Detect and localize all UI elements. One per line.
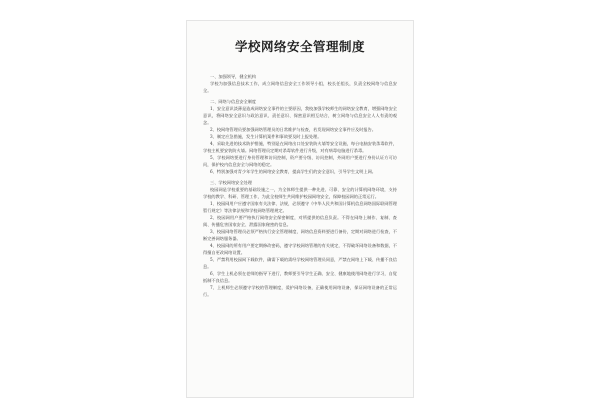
paragraph: 4、校园网的所有用户要定期修改密码，遵守学校网络管理的有关规定，不得破坏网络设备和数据，不得擅自更改网络设置。: [203, 243, 397, 255]
paragraph: 2、校园网用户要严格执行网络安全保密制度，对所提供的信息负责。不得在网络上制作、复制、查阅、传播危害国家安全、泄露国家秘密的信息。: [203, 215, 397, 227]
paragraph: 6、学生上机必须在老师的指导下进行，教师要引导学生正确、安全、健康地使用网络进行学习，自觉抵制不良信息。: [203, 271, 397, 283]
paragraph: 7、上机师生必须遵守学校的管理制度，爱护网络设备，正确使用网络设备，保证网络设备的正常运行。: [203, 285, 397, 297]
paragraph: 5、学校网络要进行身份管理和访问控制，资产要分级、访问控制，外网用户要进行身份认证方可访问，保护校内信息安全与网络的稳定。: [203, 155, 397, 167]
paragraph: 3、制定应急措施，发生计算机案件和事故要及时上报处理。: [210, 134, 322, 139]
paragraph: 学校为加强信息技术工作，成立网络信息安全工作领导小组，校长任组长，负责全校网络与信息安全。: [203, 81, 397, 93]
document-body: [203, 73, 397, 298]
section-heading: 二、网络与信息安全制度: [210, 99, 257, 104]
paragraph: 校园网是学校重要的基础设施之一，为全体师生提供一种先进、可靠、安全的计算机网络环境，支持学校的教学、科研、管理工作，为此全校师生共同维护校园网络安全，保障校园网的正常运行。: [203, 187, 397, 199]
paragraph: 4、采取先进的技术防护措施，特别是在网络出口处安装防火墙等安全设施，每台电脑安装杀毒软件，学校主机要安装防火墙。网络管理员定期对杀毒软件进行升级，对有病毒电脑进行杀毒。: [203, 141, 397, 153]
section-heading: 三、学校网络安全处理: [210, 180, 252, 185]
paragraph: 6、特别加强对青少年学生的网络安全教育，提高学生们的安全意识，引导学生文明上网。: [210, 169, 376, 174]
paragraph: 5、严禁利用校园网下载软件，确需下载的需经学校网络管理员同意，严禁在网络上下载、传播不良信息。: [203, 257, 397, 269]
document-page: [186, 20, 414, 398]
paragraph: 2、校网络管理员要加强网络管理员的日常维护与检查，若发现网络安全事件应及时报告。: [210, 127, 376, 132]
paragraph: 1、校园网用户应遵守国家有关法律、法规，必须遵守《中华人民共和国计算机信息网络国际联网管理暂行规定》等法律法规和学校网络管理规定。: [203, 201, 397, 213]
paragraph: 1、安全意识淡薄是造成网络安全事件的主要原因，我校加强学校师生的网络安全教育，增强网络安全意识，将网络安全意识与政治意识、责任意识、保密意识相互结合，树立网络与信息安全人人有责的观念。: [203, 106, 397, 125]
paragraph: 3、校园网络管理员必须严格执行安全管理制度，网络信息资料要进行备份，定期对网络进行检查，不断完善网络服务器。: [203, 229, 397, 241]
page-title: 学校网络安全管理制度: [234, 39, 365, 54]
section-heading: 一、加强领导，健全机构: [210, 74, 257, 79]
